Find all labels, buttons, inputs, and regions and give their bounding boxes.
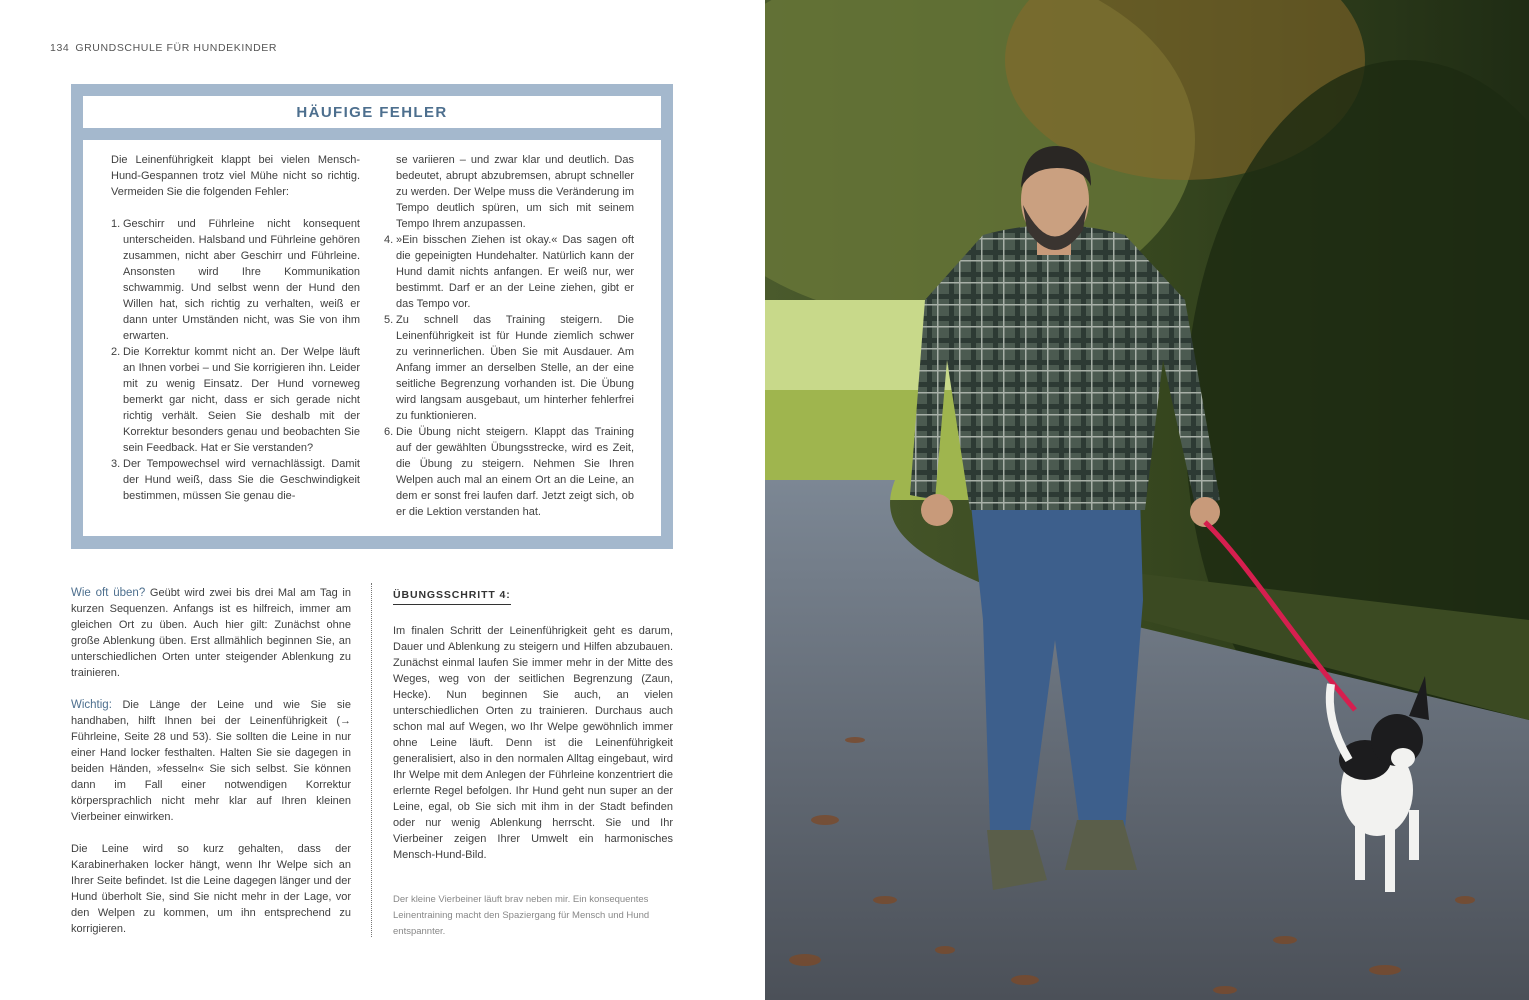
list-item-text: Die Korrektur kommt nicht an. Der Welpe läuft an Ihnen vorbei – und Sie korrigieren ihn. Leider mit zu wenig Einsatz. Der Hund vorneweg bemerkt gar nicht, dass er sich gerade nicht richtig verhält. Seien Sie deshalb mit der Korrektur besonders genau und beobachten Sie sein Feedback. Hat er Sie verstanden?	[123, 346, 360, 454]
list-item	[111, 216, 360, 344]
info-box-title: HÄUFIGE FEHLER	[296, 104, 448, 121]
list-item-text: Geschirr und Führleine nicht konsequent unterscheiden. Halsband und Führleine gehören zusammen, nicht aber Geschirr und Führleine. Ansonsten wird Ihre Kommunikation schwammig. Und selbst wenn der Hund den Willen hat, sich richtig zu verhalten, weiß er dann unter Umständen nicht, was Sie von ihm erwarten.	[123, 218, 360, 342]
info-box-column-right	[384, 152, 634, 520]
list-item	[111, 344, 360, 456]
step-heading: ÜBUNGSSCHRITT 4:	[393, 587, 511, 605]
paragraph-lead: Wie oft üben?	[71, 587, 146, 599]
photo-man-walking-puppy	[765, 0, 1529, 1000]
mistakes-list-right	[384, 152, 634, 520]
list-item-number: 3.	[111, 458, 121, 470]
list-item-number: 2.	[111, 346, 121, 358]
photo-caption: Der kleine Vierbeiner läuft brav neben mir. Ein konsequentes Leinentraining macht den Spaziergang für Mensch und Hund entspannter.	[393, 894, 650, 937]
paragraph-practice-frequency	[71, 585, 351, 681]
list-item	[384, 424, 634, 520]
list-item-text: Zu schnell das Training steigern. Die Leinenführigkeit ist für Hunde ziemlich schwer zu verinnerlichen. Üben Sie mit Ausdauer. Am Anfang immer an derselben Stelle, an der eine seitliche Begrenzung vorhanden ist. Die Übung wird langsam ausgebaut, um hinterher fehlerfrei zu funktionieren.	[396, 314, 634, 422]
puppy-leg	[1409, 810, 1419, 860]
list-item-number: 5.	[384, 314, 394, 326]
list-item-text: se variieren – und zwar klar und deutlich. Das bedeutet, abrupt abzubremsen, abrupt schneller zu werden. Der Welpe muss die Veränderung im Tempo deutlich spüren, um sich mit seinem Tempo Ihrem anzupassen.	[396, 154, 634, 230]
paragraph-leash-length: Die Leine wird so kurz gehalten, dass der Karabinerhaken locker hängt, wenn Ihr Welpe sich an Ihrer Seite befindet. Ist die Leine dagegen länger und der Hund überholt Sie, sind Sie nicht mehr in der Lage, vor den Welpen zu kommen, um ihn entsprechend zu korrigieren.	[71, 843, 351, 935]
body-column-right	[393, 585, 673, 863]
column-divider	[371, 583, 372, 937]
list-item-text: Der Tempowechsel wird vernachlässigt. Damit der Hund weiß, dass Sie die Geschwindigkeit bestimmen, müssen Sie genau die-	[123, 458, 360, 502]
paragraph-text: Geübt wird zwei bis drei Mal am Tag in kurzen Sequenzen. Anfangs ist es hilfreich, immer am gleichen Ort zu üben. Auch hier gilt: Zunächst ohne große Ablenkung üben. Erst allmählich beginnen Sie, an unterschiedlichen Orten unter steigender Ablenkung zu trainieren.	[71, 587, 351, 679]
mistakes-list-left	[111, 216, 360, 504]
list-item	[384, 232, 634, 312]
list-item	[111, 456, 360, 504]
page-number: 134	[50, 42, 70, 54]
list-item-number: 4.	[384, 234, 394, 246]
puppy-leg	[1385, 820, 1395, 892]
running-head	[50, 42, 277, 54]
info-box-intro: Die Leinenführigkeit klappt bei vielen Mensch-Hund-Gespannen trotz viel Mühe nicht so richtig. Vermeiden Sie die folgenden Fehler:	[111, 154, 360, 198]
list-item	[384, 312, 634, 424]
puppy-muzzle	[1391, 748, 1415, 768]
body-column-left	[71, 585, 351, 953]
info-box-title-bar	[83, 96, 661, 128]
list-item-continuation	[384, 152, 634, 232]
list-item-text: Die Übung nicht steigern. Klappt das Training auf der gewählten Übungsstrecke, wird es Zeit, die Übung zu steigern. Nehmen Sie Ihren Welpen auch mal an einem Ort an die Leine, an dem er sonst frei laufen darf. Jetzt zeigt sich, ob er die Lektion verstanden hat.	[396, 426, 634, 518]
paragraph-text: Die Länge der Leine und wie Sie sie handhaben, hilft Ihnen bei der Leinenführigkeit (→ Führleine, Seite 28 und 53). Sie sollten die Leine in nur einer Hand locker festhalten. Halten Sie sie dagegen in beiden Händen, »fesseln« Sie sich selbst. Sie können dann im Fall einer notwendigen Korrektur körpersprachlich nicht mehr klar auf Ihren kleinen Vierbeiner einwirken.	[71, 699, 351, 823]
step-paragraph: Im finalen Schritt der Leinenführigkeit geht es darum, Dauer und Ablenkung zu steigern und Hilfen abzubauen. Zunächst einmal laufen Sie immer mehr in der Mitte des Weges, weg von der seitlichen Begrenzung (Zaun, Hecke). Nun beginnen Sie auch, an vielen unterschiedlichen Orten zu trainieren. Durchaus auch schon mal auf Wegen, wo Ihr Welpe gewöhnlich immer ohne Leine läuft. Denn ist die Leinenführigkeit generalisiert, also in den normalen Alltag eingebaut, wird Ihr Welpe mit dem Anlegen der Führleine konzentriert die erlernte Regel befolgen. Ihr Hund geht nun super an der Leine, egal, ob Sie sich mit ihm in der Stadt befinden oder nur wenig Ablenkung herrscht. Sie und Ihr Vierbeiner zeigen Ihrer Umwelt ein harmonisches Mensch-Hund-Bild.	[393, 625, 673, 861]
paragraph-important	[71, 697, 351, 825]
paragraph-lead: Wichtig:	[71, 699, 112, 711]
puppy-leg	[1355, 820, 1365, 880]
list-item-number: 6.	[384, 426, 394, 438]
list-item-text: »Ein bisschen Ziehen ist okay.« Das sagen oft die gepeinigten Hundehalter. Natürlich kann der Hund damit nichts anfangen. Er weiß nur, wer bestimmt. Darf er an der Leine ziehen, gibt er das Tempo vor.	[396, 234, 634, 310]
info-box-column-left	[111, 152, 360, 504]
list-item-number: 1.	[111, 218, 121, 230]
hand-left	[921, 494, 953, 526]
section-title: GRUNDSCHULE FÜR HUNDEKINDER	[75, 42, 278, 54]
